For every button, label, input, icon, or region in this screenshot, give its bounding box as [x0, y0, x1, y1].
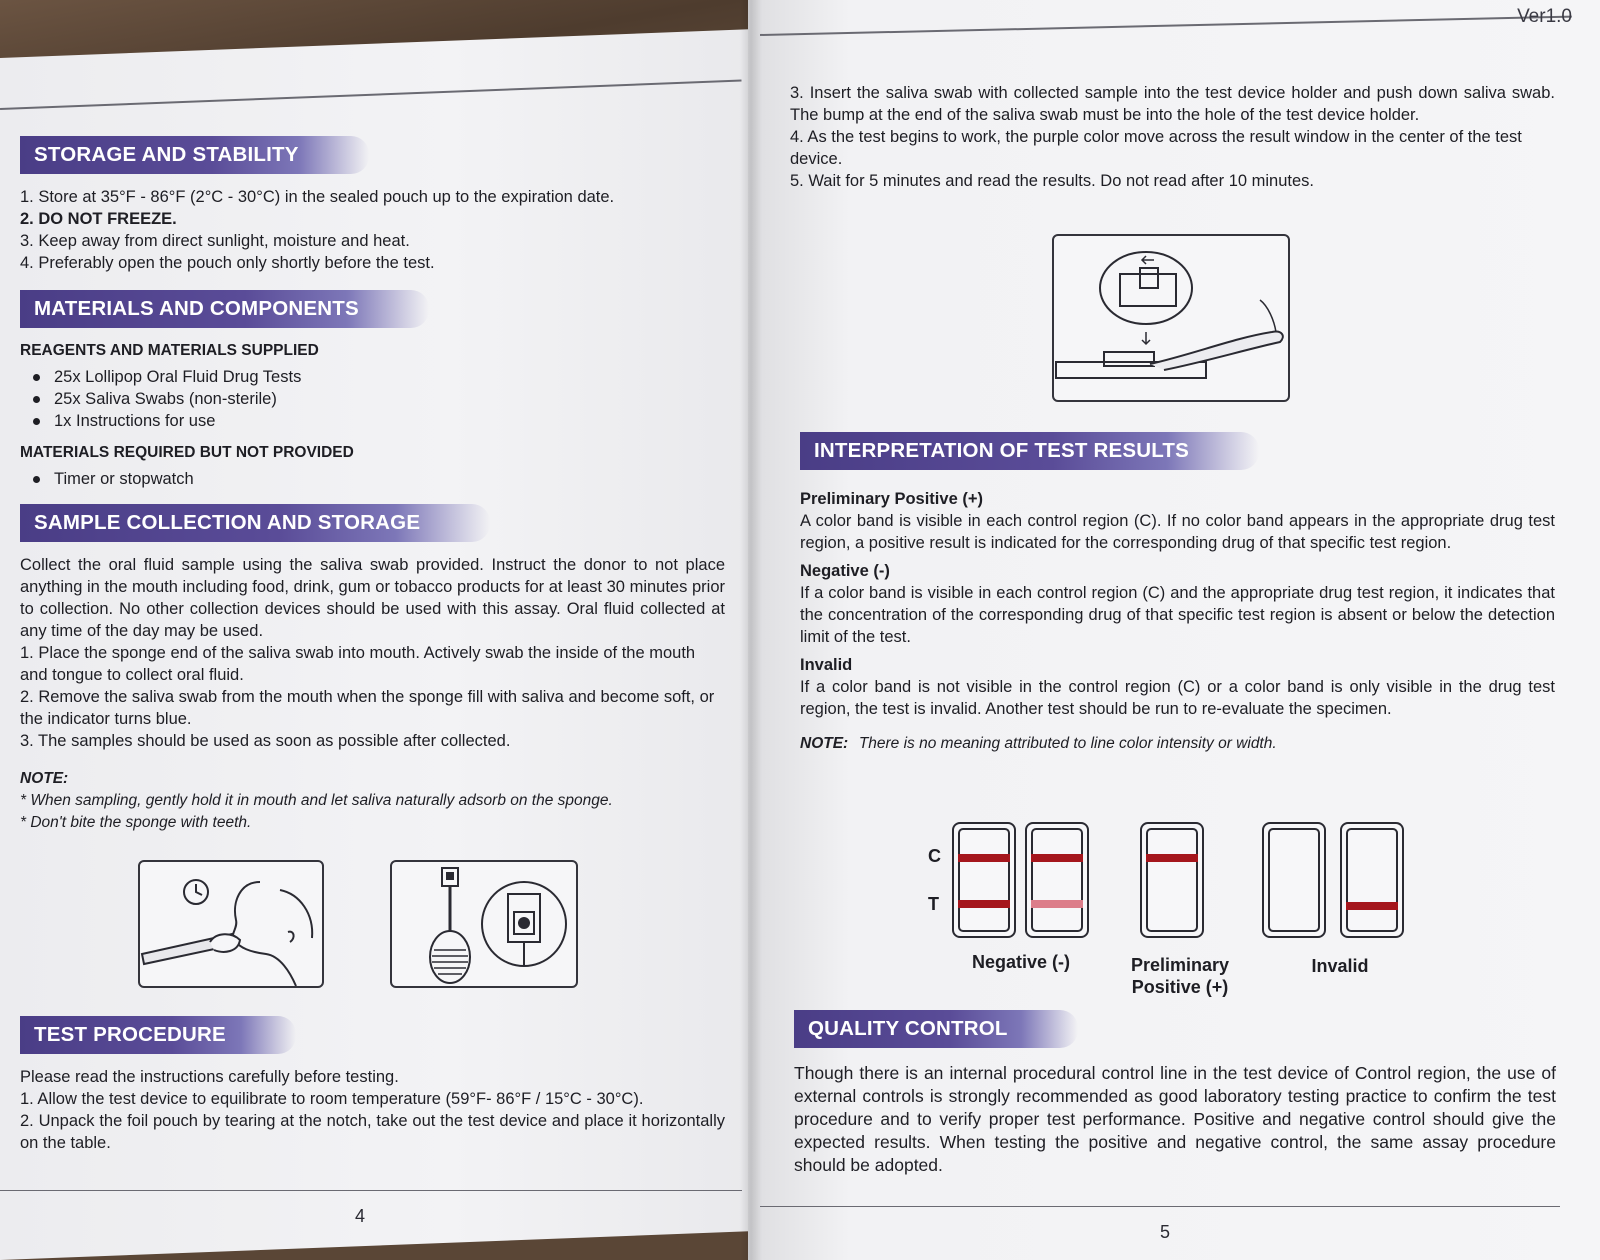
invalid-text: If a color band is not visible in the control region (C) or a color band is only visible in the drug test region, the test is invalid. Another test should be run to re-evaluate the specimen.: [800, 678, 1555, 718]
storage-item: 1. Store at 35°F - 86°F (2°C - 30°C) in the sealed pouch up to the expiration date.: [20, 188, 615, 206]
negative-text: If a color band is visible in each control region (C) and the appropriate drug test region, it indicates that the concentration of the corresponding drug of that specific test region is absent or below the detection limit of the test.: [800, 584, 1555, 646]
positive-text: A color band is visible in each control region (C). If no color band appears in the appropriate drug test region, a positive result is indicated for the corresponding drug of that specific test region.: [800, 512, 1555, 552]
sample-heading: SAMPLE COLLECTION AND STORAGE: [20, 504, 490, 542]
positive-heading: Preliminary Positive (+): [800, 490, 983, 508]
list-item: Timer or stopwatch: [30, 468, 725, 490]
procedure-step: 2. Unpack the foil pouch by tearing at the notch, take out the test device and place it horizontally on the table.: [20, 1112, 725, 1152]
right-bottom-rule: [760, 1206, 1560, 1207]
right-page-number: 5: [1160, 1222, 1171, 1242]
left-page-number: 4: [355, 1206, 366, 1226]
storage-heading: STORAGE AND STABILITY: [20, 136, 369, 174]
supplied-heading: REAGENTS AND MATERIALS SUPPLIED: [20, 342, 319, 359]
quality-heading: QUALITY CONTROL: [794, 1010, 1078, 1048]
negative-strip-1: [952, 822, 1016, 938]
right-column: [790, 82, 1555, 192]
procedure-step: 5. Wait for 5 minutes and read the results. Do not read after 10 minutes.: [790, 172, 1314, 190]
version-label: Ver1.0: [1517, 6, 1572, 27]
control-line: [1031, 854, 1083, 862]
positive-result-label: [1112, 954, 1248, 998]
storage-item: 3. Keep away from direct sunlight, moisture and heat.: [20, 232, 410, 250]
supplied-list: [30, 366, 725, 432]
quality-section: [794, 1010, 1556, 1177]
sample-step: 2. Remove the saliva swab from the mouth when the sponge fill with saliva and become soft, or the indicator turns blue.: [20, 688, 715, 728]
procedure-intro: Please read the instructions carefully before testing.: [20, 1068, 399, 1086]
negative-result-label: Negative (-): [971, 952, 1070, 972]
swab-insertion-illustration: [1052, 234, 1290, 402]
quality-text: Though there is an internal procedural control line in the test device of Control region, the use of external controls is strongly recommended as good laboratory testing practice to confirm the test procedure and to verify proper test performance. Positive and negative control should give the expected results. When testing the positive and negative control, the same assay procedure should be adopted.: [794, 1063, 1556, 1175]
storage-list: [20, 186, 725, 274]
sample-note: * Don't bite the sponge with teeth.: [20, 814, 252, 831]
invalid-strip-1: [1262, 822, 1326, 938]
storage-item: 4. Preferably open the pouch only shortly before the test.: [20, 254, 435, 272]
interpretation-note: [800, 732, 1555, 755]
invalid-strip-2: [1340, 822, 1404, 938]
materials-heading: MATERIALS AND COMPONENTS: [20, 290, 429, 328]
left-column: [20, 120, 725, 834]
sample-intro: Collect the oral fluid sample using the saliva swab provided. Instruct the donor to not place anything in the mouth including food, drink, gum or tobacco products for at least 30 minutes prior to collection. No other collection devices should be used with this assay. Oral fluid collected at any time of the day may be used.: [20, 556, 725, 640]
procedure-heading: TEST PROCEDURE: [20, 1016, 296, 1054]
positive-label-line: Preliminary: [1130, 955, 1230, 975]
negative-heading: Negative (-): [800, 562, 890, 580]
list-item: 1x Instructions for use: [30, 410, 725, 432]
procedure-step: 4. As the test begins to work, the purple color move across the result window in the center of the test device.: [790, 128, 1522, 168]
procedure-section: [20, 1016, 725, 1154]
page-gutter: [740, 0, 762, 1260]
control-line: [958, 854, 1010, 862]
interpretation-section: [800, 432, 1555, 755]
procedure-step: 1. Allow the test device to equilibrate to room temperature (59°F- 86°F / 15°C - 30°C).: [20, 1090, 644, 1108]
faint-test-line: [1031, 900, 1083, 908]
interpretation-note-heading: NOTE:: [800, 735, 849, 752]
positive-strip: [1140, 822, 1204, 938]
test-line: [958, 900, 1010, 908]
required-list: [30, 468, 725, 490]
list-item: 25x Lollipop Oral Fluid Drug Tests: [30, 366, 725, 388]
required-heading: MATERIALS REQUIRED BUT NOT PROVIDED: [20, 444, 354, 461]
storage-item: 2. DO NOT FREEZE.: [20, 210, 177, 228]
swab-indicator-illustration: [390, 860, 578, 988]
negative-strip-2: [1025, 822, 1089, 938]
control-region-label: C: [928, 846, 941, 866]
test-region-label: T: [928, 894, 939, 914]
test-line: [1346, 902, 1398, 910]
sample-note: * When sampling, gently hold it in mouth and let saliva naturally adsorb on the sponge.: [20, 792, 613, 809]
invalid-heading: Invalid: [800, 656, 853, 674]
control-line: [1146, 854, 1198, 862]
sample-note-heading: NOTE:: [20, 770, 69, 787]
interpretation-note-text: There is no meaning attributed to line color intensity or width.: [858, 735, 1277, 752]
positive-label-line: Positive (+): [1131, 977, 1229, 997]
swab-in-mouth-illustration: [138, 860, 324, 988]
left-bottom-rule: [0, 1190, 742, 1191]
sample-step: 3. The samples should be used as soon as possible after collected.: [20, 732, 511, 750]
invalid-result-label: Invalid: [1311, 956, 1369, 976]
procedure-step: 3. Insert the saliva swab with collected sample into the test device holder and push down saliva swab. The bump at the end of the saliva swab must be into the hole of the test device holder.: [790, 84, 1555, 124]
list-item: 25x Saliva Swabs (non-sterile): [30, 388, 725, 410]
sample-step: 1. Place the sponge end of the saliva swab into mouth. Actively swab the inside of the mouth and tongue to collect oral fluid.: [20, 644, 696, 684]
interpretation-heading: INTERPRETATION OF TEST RESULTS: [800, 432, 1259, 470]
